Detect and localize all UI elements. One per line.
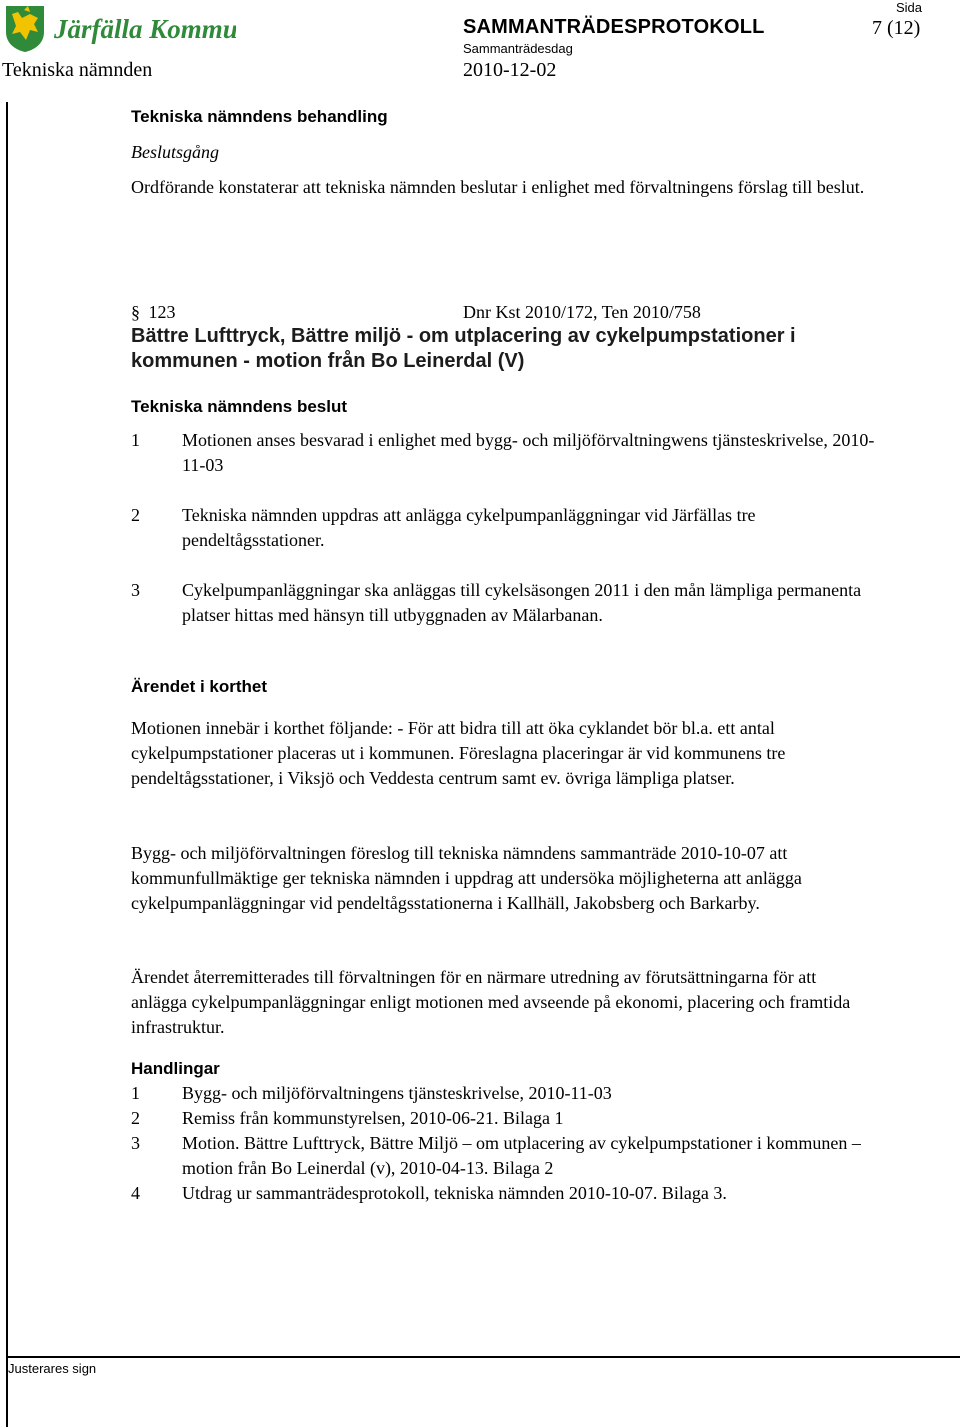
document-item-number: 2 xyxy=(131,1108,140,1128)
documents-heading: Handlingar xyxy=(131,1059,220,1078)
decision-item-number: 1 xyxy=(131,430,140,450)
document-item-text: Motion. Bättre Lufttryck, Bättre Miljö – om utplacering av cykelpumpstationer i kommunen – motion från Bo Leinerdal (v), 2010-04-13. Bilaga 2 xyxy=(182,1133,861,1178)
decision-item-number: 2 xyxy=(131,505,140,525)
summary-paragraph: Ärendet återremitterades till förvaltningen för en närmare utredning av förutsättningarna för att anlägga cykelpumpanläggningar enligt motionen med avseende på ekonomi, placering och framtida infrastruktur. xyxy=(131,967,851,1037)
handling-text: Ordförande konstaterar att tekniska nämnden beslutar i enlighet med förvaltningens förslag till beslut. xyxy=(131,177,865,197)
signature-label: Justerares sign xyxy=(8,1361,97,1376)
document-item-text: Bygg- och miljöförvaltningens tjänsteskrivelse, 2010-11-03 xyxy=(182,1083,612,1103)
document-item-number: 3 xyxy=(131,1133,140,1153)
document-item-number: 1 xyxy=(131,1083,140,1103)
handling-heading: Tekniska nämndens behandling xyxy=(131,107,388,126)
decision-item-number: 3 xyxy=(131,580,140,600)
logo-wordmark: Järfälla Kommun xyxy=(54,14,236,44)
document-item xyxy=(131,1181,891,1206)
document-item xyxy=(131,1131,891,1181)
left-margin-rule xyxy=(6,102,8,1427)
document-item-text: Remiss från kommunstyrelsen, 2010-06-21. Bilaga 1 xyxy=(182,1108,564,1128)
footer-rule xyxy=(6,1356,960,1358)
handling-subheading: Beslutsgång xyxy=(131,142,219,162)
decision-item-text: Cykelpumpanläggningar ska anläggas till cykelsäsongen 2011 i den mån lämpliga permanenta platser hittas med hänsyn till utbyggnaden av Mälarbanan. xyxy=(182,580,862,625)
document-item xyxy=(131,1106,891,1131)
decision-item-text: Motionen anses besvarad i enlighet med bygg- och miljöförvaltningwens tjänsteskrivelse, 2010-11-03 xyxy=(182,430,875,475)
page-number: 7 (12) xyxy=(872,17,921,39)
paragraph-id: 123 xyxy=(148,302,176,322)
paragraph-title: Bättre Lufttryck, Bättre miljö - om utplacering av cykelpumpstationer i kommunen - motion från Bo Leinerdal (V) xyxy=(131,325,796,372)
paragraph-number xyxy=(131,300,176,325)
decision-item-text: Tekniska nämnden uppdras att anlägga cykelpumpanläggningar vid Järfällas tre pendeltågsstationer. xyxy=(182,505,756,550)
coat-of-arms-icon xyxy=(4,4,236,52)
committee-name: Tekniska nämnden xyxy=(2,59,153,81)
document-item-number: 4 xyxy=(131,1183,140,1203)
decision-heading: Tekniska nämndens beslut xyxy=(131,397,348,416)
decision-item xyxy=(131,503,891,553)
decision-item xyxy=(131,578,891,628)
document-item-text: Utdrag ur sammanträdesprotokoll, tekniska nämnden 2010-10-07. Bilaga 3. xyxy=(182,1183,727,1203)
meeting-day-label: Sammanträdesdag xyxy=(463,41,573,56)
document-item xyxy=(131,1081,891,1106)
diary-number: Dnr Kst 2010/172, Ten 2010/758 xyxy=(463,302,701,322)
summary-heading: Ärendet i korthet xyxy=(131,677,268,696)
document-title: SAMMANTRÄDESPROTOKOLL xyxy=(463,16,765,38)
summary-paragraph: Bygg- och miljöförvaltningen föreslog till tekniska nämndens sammanträde 2010-10-07 att kommunfullmäktige ger tekniska nämnden i uppdrag att undersöka möjligheterna att anlägga cykelpumpanläggningar vid pendeltågsstationerna i Kallhäll, Jakobsberg och Barkarby. xyxy=(131,843,802,913)
section-sign: § xyxy=(131,302,140,322)
page-label: Sida xyxy=(896,0,923,15)
decision-item xyxy=(131,428,891,478)
meeting-date: 2010-12-02 xyxy=(463,59,557,81)
municipality-logo xyxy=(4,4,236,52)
summary-paragraph: Motionen innebär i korthet följande: - För att bidra till att öka cyklandet bör bl.a. ett antal cykelpumpstationer placeras ut i kommunen. Föreslagna placeringar är vid kommunens tre pendeltågsstationer, i Viksjö och Veddesta centrum samt ev. övriga lämpliga platser. xyxy=(131,718,786,788)
